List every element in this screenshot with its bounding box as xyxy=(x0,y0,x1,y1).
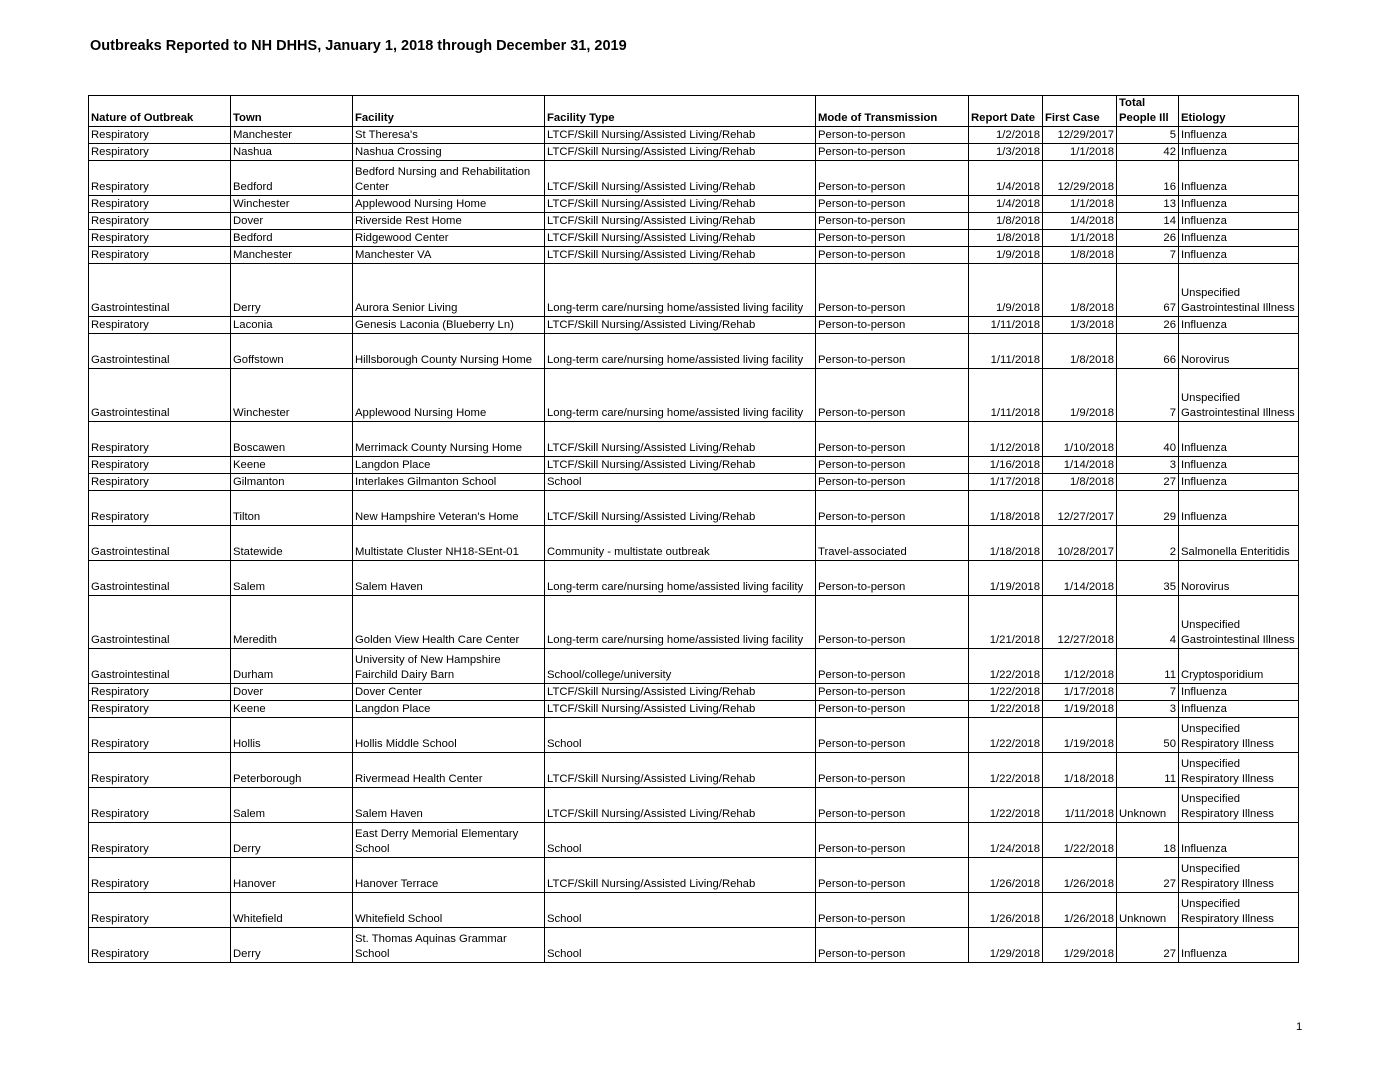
header-mode: Mode of Transmission xyxy=(816,96,969,127)
cell-facility: University of New Hampshire Fairchild Dairy Barn xyxy=(353,649,545,684)
cell-mode: Person-to-person xyxy=(816,718,969,753)
cell-nature: Respiratory xyxy=(89,823,231,858)
page-title: Outbreaks Reported to NH DHHS, January 1, 2018 through December 31, 2019 xyxy=(90,38,627,54)
cell-first-case: 1/11/2018 xyxy=(1043,788,1117,823)
table-row xyxy=(89,457,1299,474)
cell-nature: Respiratory xyxy=(89,317,231,334)
cell-total-ill: 11 xyxy=(1117,753,1179,788)
header-facility: Facility xyxy=(353,96,545,127)
cell-nature: Respiratory xyxy=(89,491,231,526)
cell-mode: Person-to-person xyxy=(816,230,969,247)
cell-etiology: Influenza xyxy=(1179,247,1299,264)
cell-nature: Respiratory xyxy=(89,928,231,963)
cell-report-date: 1/8/2018 xyxy=(969,230,1043,247)
cell-facility: Applewood Nursing Home xyxy=(353,369,545,422)
cell-mode: Person-to-person xyxy=(816,264,969,317)
page-number: 1 xyxy=(1296,1021,1303,1033)
cell-facility-type: Community - multistate outbreak xyxy=(545,526,816,561)
cell-mode: Person-to-person xyxy=(816,684,969,701)
cell-facility-type: LTCF/Skill Nursing/Assisted Living/Rehab xyxy=(545,788,816,823)
cell-first-case: 1/1/2018 xyxy=(1043,144,1117,161)
cell-nature: Respiratory xyxy=(89,213,231,230)
cell-facility-type: Long-term care/nursing home/assisted living facility xyxy=(545,561,816,596)
cell-facility-type: School/college/university xyxy=(545,649,816,684)
cell-nature: Gastrointestinal xyxy=(89,596,231,649)
cell-etiology: Influenza xyxy=(1179,213,1299,230)
cell-nature: Respiratory xyxy=(89,718,231,753)
cell-town: Boscawen xyxy=(231,422,353,457)
cell-facility-type: School xyxy=(545,474,816,491)
cell-facility: Manchester VA xyxy=(353,247,545,264)
cell-first-case: 12/27/2017 xyxy=(1043,491,1117,526)
cell-nature: Respiratory xyxy=(89,127,231,144)
cell-total-ill: Unknown xyxy=(1117,893,1179,928)
cell-first-case: 12/27/2018 xyxy=(1043,596,1117,649)
cell-first-case: 1/26/2018 xyxy=(1043,858,1117,893)
cell-etiology: Influenza xyxy=(1179,928,1299,963)
cell-report-date: 1/11/2018 xyxy=(969,334,1043,369)
cell-report-date: 1/9/2018 xyxy=(969,264,1043,317)
table-row xyxy=(89,701,1299,718)
cell-mode: Person-to-person xyxy=(816,858,969,893)
cell-nature: Respiratory xyxy=(89,474,231,491)
cell-mode: Person-to-person xyxy=(816,317,969,334)
cell-facility-type: LTCF/Skill Nursing/Assisted Living/Rehab xyxy=(545,317,816,334)
cell-facility: East Derry Memorial Elementary School xyxy=(353,823,545,858)
cell-etiology: Influenza xyxy=(1179,422,1299,457)
cell-total-ill: 26 xyxy=(1117,317,1179,334)
cell-total-ill: 7 xyxy=(1117,684,1179,701)
cell-first-case: 1/10/2018 xyxy=(1043,422,1117,457)
cell-first-case: 1/22/2018 xyxy=(1043,823,1117,858)
cell-total-ill: 7 xyxy=(1117,247,1179,264)
cell-town: Laconia xyxy=(231,317,353,334)
table-row xyxy=(89,264,1299,317)
cell-nature: Gastrointestinal xyxy=(89,649,231,684)
cell-facility: Interlakes Gilmanton School xyxy=(353,474,545,491)
cell-nature: Respiratory xyxy=(89,196,231,213)
cell-town: Keene xyxy=(231,701,353,718)
cell-first-case: 1/1/2018 xyxy=(1043,196,1117,213)
cell-report-date: 1/18/2018 xyxy=(969,491,1043,526)
table-row xyxy=(89,491,1299,526)
cell-facility: Genesis Laconia (Blueberry Ln) xyxy=(353,317,545,334)
cell-total-ill: 3 xyxy=(1117,457,1179,474)
cell-facility-type: School xyxy=(545,928,816,963)
cell-mode: Person-to-person xyxy=(816,247,969,264)
cell-first-case: 1/29/2018 xyxy=(1043,928,1117,963)
cell-town: Winchester xyxy=(231,196,353,213)
cell-report-date: 1/21/2018 xyxy=(969,596,1043,649)
table-row xyxy=(89,247,1299,264)
cell-total-ill: 40 xyxy=(1117,422,1179,457)
cell-first-case: 1/14/2018 xyxy=(1043,457,1117,474)
cell-nature: Respiratory xyxy=(89,893,231,928)
cell-town: Hollis xyxy=(231,718,353,753)
cell-mode: Person-to-person xyxy=(816,649,969,684)
cell-mode: Person-to-person xyxy=(816,422,969,457)
cell-town: Peterborough xyxy=(231,753,353,788)
header-nature: Nature of Outbreak xyxy=(89,96,231,127)
table-row xyxy=(89,213,1299,230)
cell-nature: Gastrointestinal xyxy=(89,264,231,317)
table-row xyxy=(89,317,1299,334)
cell-town: Salem xyxy=(231,561,353,596)
cell-town: Derry xyxy=(231,823,353,858)
cell-report-date: 1/8/2018 xyxy=(969,213,1043,230)
cell-first-case: 1/1/2018 xyxy=(1043,230,1117,247)
cell-town: Manchester xyxy=(231,127,353,144)
cell-report-date: 1/18/2018 xyxy=(969,526,1043,561)
cell-total-ill: 66 xyxy=(1117,334,1179,369)
cell-total-ill: 27 xyxy=(1117,858,1179,893)
cell-total-ill: 2 xyxy=(1117,526,1179,561)
table-row xyxy=(89,649,1299,684)
cell-report-date: 1/4/2018 xyxy=(969,196,1043,213)
cell-town: Whitefield xyxy=(231,893,353,928)
cell-town: Salem xyxy=(231,788,353,823)
cell-report-date: 1/22/2018 xyxy=(969,788,1043,823)
cell-total-ill: 14 xyxy=(1117,213,1179,230)
cell-facility: Riverside Rest Home xyxy=(353,213,545,230)
cell-mode: Person-to-person xyxy=(816,334,969,369)
cell-report-date: 1/12/2018 xyxy=(969,422,1043,457)
cell-report-date: 1/26/2018 xyxy=(969,893,1043,928)
cell-etiology: Influenza xyxy=(1179,230,1299,247)
cell-nature: Respiratory xyxy=(89,247,231,264)
table-row xyxy=(89,127,1299,144)
cell-facility: Ridgewood Center xyxy=(353,230,545,247)
cell-town: Winchester xyxy=(231,369,353,422)
table-row xyxy=(89,858,1299,893)
cell-facility: Aurora Senior Living xyxy=(353,264,545,317)
cell-etiology: Unspecified Respiratory Illness xyxy=(1179,893,1299,928)
cell-report-date: 1/22/2018 xyxy=(969,753,1043,788)
cell-total-ill: 11 xyxy=(1117,649,1179,684)
cell-report-date: 1/22/2018 xyxy=(969,701,1043,718)
table-row xyxy=(89,230,1299,247)
cell-facility-type: Long-term care/nursing home/assisted living facility xyxy=(545,264,816,317)
cell-total-ill: 29 xyxy=(1117,491,1179,526)
cell-mode: Person-to-person xyxy=(816,491,969,526)
cell-nature: Respiratory xyxy=(89,753,231,788)
cell-mode: Person-to-person xyxy=(816,474,969,491)
cell-facility: Hanover Terrace xyxy=(353,858,545,893)
cell-first-case: 1/19/2018 xyxy=(1043,718,1117,753)
cell-etiology: Unspecified Respiratory Illness xyxy=(1179,788,1299,823)
cell-first-case: 1/18/2018 xyxy=(1043,753,1117,788)
cell-etiology: Influenza xyxy=(1179,196,1299,213)
cell-etiology: Unspecified Respiratory Illness xyxy=(1179,753,1299,788)
cell-nature: Respiratory xyxy=(89,161,231,196)
cell-nature: Respiratory xyxy=(89,684,231,701)
cell-facility: Hollis Middle School xyxy=(353,718,545,753)
cell-facility: Hillsborough County Nursing Home xyxy=(353,334,545,369)
cell-facility-type: LTCF/Skill Nursing/Assisted Living/Rehab xyxy=(545,701,816,718)
cell-etiology: Influenza xyxy=(1179,317,1299,334)
table-row xyxy=(89,196,1299,213)
cell-facility-type: Long-term care/nursing home/assisted living facility xyxy=(545,369,816,422)
cell-nature: Respiratory xyxy=(89,230,231,247)
cell-facility: Dover Center xyxy=(353,684,545,701)
cell-etiology: Influenza xyxy=(1179,457,1299,474)
table-row xyxy=(89,596,1299,649)
cell-report-date: 1/24/2018 xyxy=(969,823,1043,858)
cell-etiology: Salmonella Enteritidis xyxy=(1179,526,1299,561)
cell-town: Tilton xyxy=(231,491,353,526)
cell-report-date: 1/26/2018 xyxy=(969,858,1043,893)
cell-total-ill: 42 xyxy=(1117,144,1179,161)
cell-total-ill: 27 xyxy=(1117,474,1179,491)
cell-nature: Gastrointestinal xyxy=(89,526,231,561)
cell-first-case: 1/17/2018 xyxy=(1043,684,1117,701)
table-row xyxy=(89,823,1299,858)
header-report-date: Report Date xyxy=(969,96,1043,127)
cell-first-case: 12/29/2017 xyxy=(1043,127,1117,144)
cell-nature: Gastrointestinal xyxy=(89,369,231,422)
cell-etiology: Influenza xyxy=(1179,144,1299,161)
cell-first-case: 1/14/2018 xyxy=(1043,561,1117,596)
cell-etiology: Unspecified Gastrointestinal Illness xyxy=(1179,264,1299,317)
cell-first-case: 1/8/2018 xyxy=(1043,247,1117,264)
cell-mode: Person-to-person xyxy=(816,561,969,596)
table-row xyxy=(89,526,1299,561)
cell-total-ill: 27 xyxy=(1117,928,1179,963)
cell-report-date: 1/4/2018 xyxy=(969,161,1043,196)
cell-facility-type: LTCF/Skill Nursing/Assisted Living/Rehab xyxy=(545,858,816,893)
cell-town: Nashua xyxy=(231,144,353,161)
cell-town: Derry xyxy=(231,928,353,963)
cell-town: Derry xyxy=(231,264,353,317)
cell-report-date: 1/9/2018 xyxy=(969,247,1043,264)
cell-report-date: 1/11/2018 xyxy=(969,317,1043,334)
cell-first-case: 1/19/2018 xyxy=(1043,701,1117,718)
cell-facility: Langdon Place xyxy=(353,457,545,474)
cell-mode: Person-to-person xyxy=(816,701,969,718)
cell-etiology: Influenza xyxy=(1179,491,1299,526)
cell-etiology: Influenza xyxy=(1179,161,1299,196)
cell-nature: Gastrointestinal xyxy=(89,561,231,596)
cell-town: Hanover xyxy=(231,858,353,893)
cell-facility-type: LTCF/Skill Nursing/Assisted Living/Rehab xyxy=(545,422,816,457)
cell-total-ill: 5 xyxy=(1117,127,1179,144)
cell-etiology: Influenza xyxy=(1179,127,1299,144)
cell-facility-type: LTCF/Skill Nursing/Assisted Living/Rehab xyxy=(545,457,816,474)
outbreak-table xyxy=(88,95,1299,963)
cell-facility-type: LTCF/Skill Nursing/Assisted Living/Rehab xyxy=(545,491,816,526)
cell-total-ill: 4 xyxy=(1117,596,1179,649)
cell-mode: Person-to-person xyxy=(816,788,969,823)
cell-facility: Bedford Nursing and Rehabilitation Center xyxy=(353,161,545,196)
cell-report-date: 1/19/2018 xyxy=(969,561,1043,596)
cell-facility: Langdon Place xyxy=(353,701,545,718)
cell-facility: Salem Haven xyxy=(353,788,545,823)
cell-mode: Person-to-person xyxy=(816,213,969,230)
cell-etiology: Influenza xyxy=(1179,684,1299,701)
cell-etiology: Norovirus xyxy=(1179,561,1299,596)
cell-town: Gilmanton xyxy=(231,474,353,491)
cell-town: Durham xyxy=(231,649,353,684)
cell-facility: Whitefield School xyxy=(353,893,545,928)
cell-etiology: Unspecified Gastrointestinal Illness xyxy=(1179,596,1299,649)
cell-nature: Respiratory xyxy=(89,788,231,823)
cell-facility-type: School xyxy=(545,823,816,858)
cell-total-ill: 35 xyxy=(1117,561,1179,596)
cell-facility: Salem Haven xyxy=(353,561,545,596)
cell-report-date: 1/22/2018 xyxy=(969,684,1043,701)
cell-total-ill: 67 xyxy=(1117,264,1179,317)
table-row xyxy=(89,561,1299,596)
header-etiology: Etiology xyxy=(1179,96,1299,127)
cell-total-ill: 7 xyxy=(1117,369,1179,422)
cell-etiology: Influenza xyxy=(1179,701,1299,718)
cell-facility: New Hampshire Veteran's Home xyxy=(353,491,545,526)
cell-nature: Respiratory xyxy=(89,422,231,457)
cell-mode: Person-to-person xyxy=(816,928,969,963)
cell-facility: Golden View Health Care Center xyxy=(353,596,545,649)
cell-facility-type: LTCF/Skill Nursing/Assisted Living/Rehab xyxy=(545,161,816,196)
cell-mode: Person-to-person xyxy=(816,596,969,649)
cell-town: Dover xyxy=(231,684,353,701)
cell-first-case: 1/26/2018 xyxy=(1043,893,1117,928)
table-body xyxy=(89,127,1299,963)
cell-facility: Applewood Nursing Home xyxy=(353,196,545,213)
cell-etiology: Unspecified Respiratory Illness xyxy=(1179,718,1299,753)
cell-facility: St Theresa's xyxy=(353,127,545,144)
cell-first-case: 1/8/2018 xyxy=(1043,334,1117,369)
cell-mode: Person-to-person xyxy=(816,127,969,144)
cell-town: Bedford xyxy=(231,161,353,196)
cell-nature: Respiratory xyxy=(89,701,231,718)
cell-facility-type: LTCF/Skill Nursing/Assisted Living/Rehab xyxy=(545,753,816,788)
cell-total-ill: 18 xyxy=(1117,823,1179,858)
table-row xyxy=(89,753,1299,788)
header-first-case: First Case xyxy=(1043,96,1117,127)
cell-mode: Person-to-person xyxy=(816,196,969,213)
cell-report-date: 1/11/2018 xyxy=(969,369,1043,422)
cell-report-date: 1/17/2018 xyxy=(969,474,1043,491)
cell-first-case: 12/29/2018 xyxy=(1043,161,1117,196)
cell-report-date: 1/29/2018 xyxy=(969,928,1043,963)
table-row xyxy=(89,718,1299,753)
cell-facility-type: LTCF/Skill Nursing/Assisted Living/Rehab xyxy=(545,684,816,701)
cell-nature: Gastrointestinal xyxy=(89,334,231,369)
cell-mode: Person-to-person xyxy=(816,893,969,928)
cell-first-case: 1/8/2018 xyxy=(1043,474,1117,491)
cell-town: Manchester xyxy=(231,247,353,264)
cell-report-date: 1/22/2018 xyxy=(969,649,1043,684)
header-town: Town xyxy=(231,96,353,127)
cell-total-ill: 16 xyxy=(1117,161,1179,196)
cell-first-case: 1/4/2018 xyxy=(1043,213,1117,230)
cell-facility-type: LTCF/Skill Nursing/Assisted Living/Rehab xyxy=(545,196,816,213)
cell-mode: Person-to-person xyxy=(816,161,969,196)
cell-town: Keene xyxy=(231,457,353,474)
cell-nature: Respiratory xyxy=(89,457,231,474)
table-row xyxy=(89,788,1299,823)
cell-etiology: Norovirus xyxy=(1179,334,1299,369)
table-row xyxy=(89,144,1299,161)
cell-facility-type: LTCF/Skill Nursing/Assisted Living/Rehab xyxy=(545,213,816,230)
cell-report-date: 1/22/2018 xyxy=(969,718,1043,753)
cell-facility-type: LTCF/Skill Nursing/Assisted Living/Rehab xyxy=(545,144,816,161)
cell-first-case: 1/12/2018 xyxy=(1043,649,1117,684)
table-row xyxy=(89,684,1299,701)
cell-facility: Multistate Cluster NH18-SEnt-01 xyxy=(353,526,545,561)
cell-mode: Person-to-person xyxy=(816,369,969,422)
cell-total-ill: Unknown xyxy=(1117,788,1179,823)
cell-report-date: 1/16/2018 xyxy=(969,457,1043,474)
cell-facility: Nashua Crossing xyxy=(353,144,545,161)
cell-facility-type: LTCF/Skill Nursing/Assisted Living/Rehab xyxy=(545,230,816,247)
cell-first-case: 1/8/2018 xyxy=(1043,264,1117,317)
table-header-row xyxy=(89,96,1299,127)
cell-first-case: 1/9/2018 xyxy=(1043,369,1117,422)
cell-facility-type: School xyxy=(545,718,816,753)
cell-first-case: 10/28/2017 xyxy=(1043,526,1117,561)
cell-facility-type: LTCF/Skill Nursing/Assisted Living/Rehab xyxy=(545,247,816,264)
table-row xyxy=(89,369,1299,422)
table-row xyxy=(89,422,1299,457)
cell-town: Goffstown xyxy=(231,334,353,369)
cell-etiology: Cryptosporidium xyxy=(1179,649,1299,684)
cell-facility: St. Thomas Aquinas Grammar School xyxy=(353,928,545,963)
cell-total-ill: 26 xyxy=(1117,230,1179,247)
table-row xyxy=(89,928,1299,963)
cell-facility: Merrimack County Nursing Home xyxy=(353,422,545,457)
table-row xyxy=(89,893,1299,928)
cell-report-date: 1/2/2018 xyxy=(969,127,1043,144)
cell-mode: Person-to-person xyxy=(816,144,969,161)
cell-mode: Person-to-person xyxy=(816,753,969,788)
cell-facility-type: Long-term care/nursing home/assisted living facility xyxy=(545,596,816,649)
cell-facility: Rivermead Health Center xyxy=(353,753,545,788)
cell-mode: Person-to-person xyxy=(816,823,969,858)
table-row xyxy=(89,334,1299,369)
header-total-ill: Total People Ill xyxy=(1117,96,1179,127)
cell-nature: Respiratory xyxy=(89,144,231,161)
cell-total-ill: 3 xyxy=(1117,701,1179,718)
header-facility-type: Facility Type xyxy=(545,96,816,127)
cell-total-ill: 50 xyxy=(1117,718,1179,753)
cell-mode: Person-to-person xyxy=(816,457,969,474)
cell-town: Meredith xyxy=(231,596,353,649)
cell-etiology: Influenza xyxy=(1179,474,1299,491)
cell-facility-type: School xyxy=(545,893,816,928)
cell-town: Bedford xyxy=(231,230,353,247)
cell-report-date: 1/3/2018 xyxy=(969,144,1043,161)
cell-total-ill: 13 xyxy=(1117,196,1179,213)
cell-etiology: Unspecified Respiratory Illness xyxy=(1179,858,1299,893)
table-row xyxy=(89,474,1299,491)
cell-etiology: Influenza xyxy=(1179,823,1299,858)
cell-town: Statewide xyxy=(231,526,353,561)
cell-mode: Travel-associated xyxy=(816,526,969,561)
cell-etiology: Unspecified Gastrointestinal Illness xyxy=(1179,369,1299,422)
cell-facility-type: LTCF/Skill Nursing/Assisted Living/Rehab xyxy=(545,127,816,144)
table-row xyxy=(89,161,1299,196)
cell-first-case: 1/3/2018 xyxy=(1043,317,1117,334)
cell-town: Dover xyxy=(231,213,353,230)
cell-facility-type: Long-term care/nursing home/assisted living facility xyxy=(545,334,816,369)
cell-nature: Respiratory xyxy=(89,858,231,893)
